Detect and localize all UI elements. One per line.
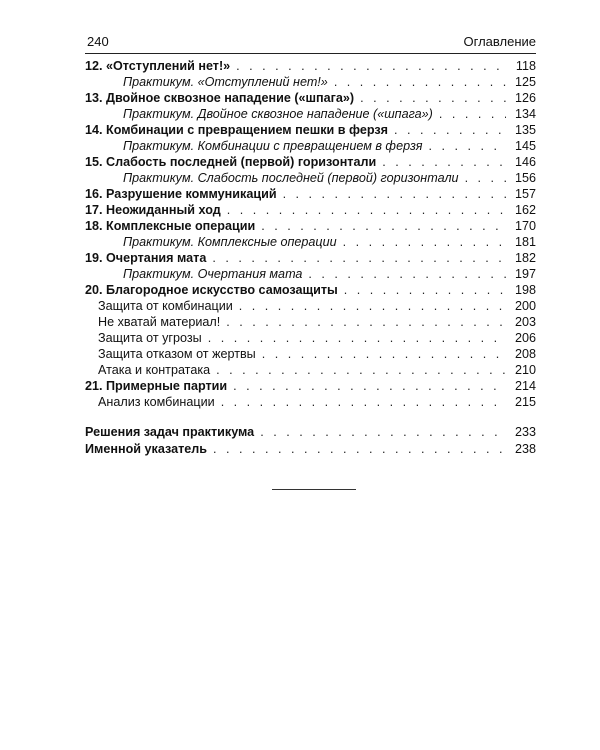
toc-entry [85, 122, 536, 139]
toc-entry-page: 162 [514, 203, 536, 217]
toc-entry-title: 14. Комбинации с превращением пешки в ферзя [85, 123, 388, 137]
toc-entry-page: 181 [514, 235, 536, 249]
dot-leader [344, 282, 506, 299]
running-header [85, 33, 536, 54]
toc-entry-title: 20. Благородное искусство самозащиты [85, 283, 338, 297]
toc-entry-title: 17. Неожиданный ход [85, 203, 221, 217]
toc-entry-page: 145 [514, 139, 536, 153]
toc-entry-page: 233 [514, 425, 536, 439]
page-number: 240 [87, 34, 109, 49]
toc-entry [85, 154, 536, 171]
toc-entry-title: Практикум. Слабость последней (первой) горизонтали [123, 171, 459, 185]
toc-entry-title: Решения задач практикума [85, 425, 255, 439]
toc-entry-title: 19. Очертания мата [85, 251, 207, 265]
toc-entry-title: Практикум. Очертания мата [123, 267, 303, 281]
toc-entry [85, 186, 536, 203]
dot-leader [334, 74, 506, 91]
toc-entry-page: 125 [514, 75, 536, 89]
dot-leader [236, 58, 506, 75]
toc-entry [85, 346, 536, 363]
toc-entry [85, 250, 536, 267]
toc-entry [85, 74, 536, 91]
toc-entry-title: Защита отказом от жертвы [98, 347, 256, 361]
toc-entry-title: 15. Слабость последней (первой) горизонтали [85, 155, 377, 169]
toc-entry [85, 106, 536, 123]
toc-entry-title: Защита от комбинации [98, 299, 233, 313]
toc-entry-title: 16. Разрушение коммуникаций [85, 187, 277, 201]
dot-leader [227, 202, 506, 219]
toc-entry-page: 134 [514, 107, 536, 121]
toc-entry [85, 298, 536, 315]
toc-entry-page: 126 [514, 91, 536, 105]
toc-entry-page: 156 [514, 171, 536, 185]
toc-entry-title: Практикум. «Отступлений нет!» [123, 75, 328, 89]
toc-entry-page: 118 [515, 59, 536, 73]
dot-leader [233, 378, 506, 395]
toc-entry [85, 394, 536, 411]
toc-entry-title: Практикум. Комплексные операции [123, 235, 337, 249]
toc-entry-title: Именной указатель [85, 442, 207, 456]
toc-entry [85, 282, 536, 299]
dot-leader [216, 362, 506, 379]
dot-leader [394, 122, 506, 139]
toc-entry [85, 424, 536, 441]
dot-leader [283, 186, 506, 203]
dot-leader [465, 170, 506, 187]
toc-entry [85, 266, 536, 283]
toc-entry-page: 197 [514, 267, 536, 281]
dot-leader [226, 314, 506, 331]
dot-leader [439, 106, 506, 123]
toc-entry-title: Практикум. Двойное сквозное нападение («шпага») [123, 107, 433, 121]
toc-entry [85, 330, 536, 347]
dot-leader [260, 424, 506, 441]
toc-entry [85, 441, 536, 458]
end-divider [272, 489, 356, 490]
toc-entry-title: Защита от угрозы [98, 331, 202, 345]
toc-entry-page: 157 [514, 187, 536, 201]
toc-entry [85, 138, 536, 155]
toc-entry [85, 362, 536, 379]
toc-entry-page: 182 [514, 251, 536, 265]
toc-entry-page: 200 [514, 299, 536, 313]
toc-entry [85, 90, 536, 107]
toc-entry [85, 234, 536, 251]
toc-entry-page: 214 [514, 379, 536, 393]
dot-leader [261, 218, 506, 235]
toc-entry [85, 314, 536, 331]
toc-entry-title: 21. Примерные партии [85, 379, 228, 393]
toc-entry-page: 215 [514, 395, 536, 409]
toc-entry-page: 198 [514, 283, 536, 297]
toc-entry [85, 218, 536, 235]
toc-entry-page: 170 [514, 219, 536, 233]
toc-entry-title: Не хватай материал! [98, 315, 221, 329]
toc-entry-title: 18. Комплексные операции [85, 219, 256, 233]
dot-leader [239, 298, 506, 315]
dot-leader [429, 138, 506, 155]
dot-leader [308, 266, 506, 283]
toc-entry-title: Атака и контратака [98, 363, 211, 377]
toc-entry-title: Практикум. Комбинации с превращением в ферзя [123, 139, 423, 153]
toc-entry-page: 203 [514, 315, 536, 329]
toc-entry-page: 135 [514, 123, 536, 137]
dot-leader [213, 441, 506, 458]
dot-leader [212, 250, 506, 267]
toc-entry-page: 210 [514, 363, 536, 377]
toc-entry-page: 146 [514, 155, 536, 169]
dot-leader [343, 234, 506, 251]
dot-leader [208, 330, 506, 347]
toc-entry-title: Анализ комбинации [98, 395, 215, 409]
toc-entry [85, 378, 536, 395]
toc-entry-page: 208 [514, 347, 536, 361]
toc-entry [85, 170, 536, 187]
running-title: Оглавление [463, 34, 536, 49]
dot-leader [262, 346, 506, 363]
dot-leader [221, 394, 506, 411]
dot-leader [360, 90, 506, 107]
dot-leader [382, 154, 506, 171]
toc-entry-page: 206 [514, 331, 536, 345]
toc-entry-page: 238 [514, 442, 536, 456]
toc-entry-title: 12. «Отступлений нет!» [85, 59, 231, 73]
toc-entry [85, 202, 536, 219]
toc-entry-title: 13. Двойное сквозное нападение («шпага») [85, 91, 355, 105]
toc-entry [85, 58, 536, 75]
